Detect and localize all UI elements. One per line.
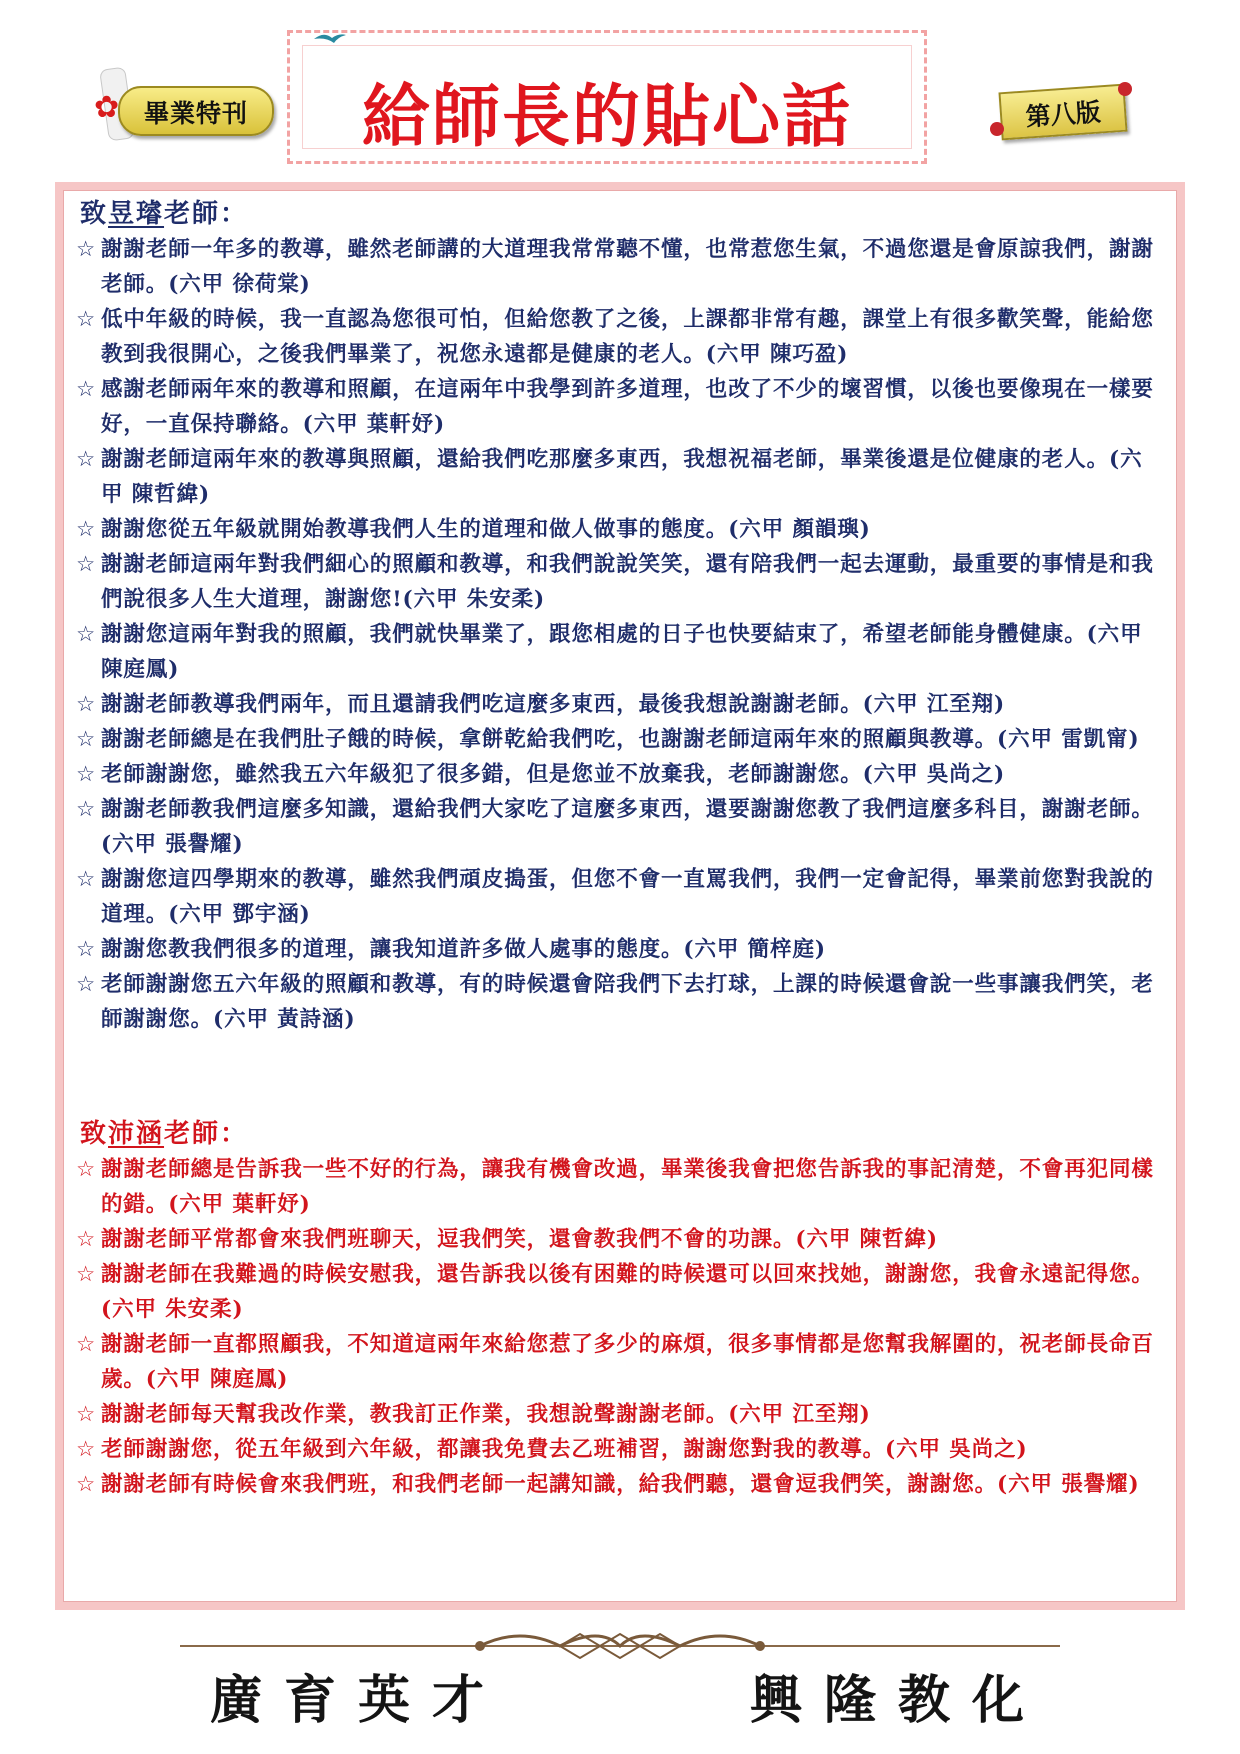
graduation-special-badge — [94, 60, 284, 158]
star-icon: ☆ — [76, 692, 97, 717]
message-item — [76, 442, 1164, 512]
content-inner — [63, 190, 1177, 1602]
heading-prefix: 致 — [80, 199, 109, 229]
star-icon: ☆ — [76, 237, 97, 262]
star-icon: ☆ — [76, 797, 97, 822]
message-text: 低中年級的時候，我一直認為您很可怕，但給您教了之後，上課都非常有趣，課堂上有很多歡笑聲，能給您教到我很開心，之後我們畢業了，祝您永遠都是健康的老人。(六甲 陳巧盈) — [101, 307, 1154, 367]
teacher-name: 沛涵 — [108, 1119, 165, 1149]
heading-prefix: 致 — [80, 1119, 109, 1149]
message-item — [76, 757, 1164, 792]
star-icon: ☆ — [76, 1332, 97, 1357]
divider-ornament — [180, 1622, 1060, 1662]
message-item — [76, 1152, 1164, 1222]
message-text: 謝謝老師這兩年對我們細心的照顧和教導，和我們說說笑笑，還有陪我們一起去運動，最重要的事情是和我們說很多人生大道理，謝謝您!(六甲 朱安柔) — [101, 552, 1154, 612]
message-text: 謝謝老師一年多的教導，雖然老師講的大道理我常常聽不懂，也常惹您生氣，不過您還是會原諒我們，謝謝老師。(六甲 徐荷棠) — [101, 237, 1154, 297]
star-icon: ☆ — [76, 377, 97, 402]
star-icon: ☆ — [76, 1227, 97, 1252]
message-text: 謝謝老師教我們這麼多知識，還給我們大家吃了這麼多東西，還要謝謝您教了我們這麼多科目，謝謝老師。(六甲 張譽耀) — [101, 797, 1154, 857]
star-icon: ☆ — [76, 1437, 97, 1462]
message-text: 謝謝您從五年級就開始教導我們人生的道理和做人做事的態度。(六甲 顏韻璵) — [101, 517, 871, 542]
message-item — [76, 512, 1164, 547]
star-icon: ☆ — [76, 937, 97, 962]
title-box — [287, 30, 927, 164]
section-teacher-2 — [76, 1113, 1164, 1502]
star-icon: ☆ — [76, 1157, 97, 1182]
message-item — [76, 1397, 1164, 1432]
message-text: 謝謝您這兩年對我的照顧，我們就快畢業了，跟您相處的日子也快要結束了，希望老師能身體健康。(六甲 陳庭鳳) — [101, 622, 1143, 682]
message-item — [76, 617, 1164, 687]
badge-left-label: 畢業特刊 — [143, 99, 248, 128]
message-item — [76, 722, 1164, 757]
message-item — [76, 862, 1164, 932]
message-text: 謝謝老師平常都會來我們班聊天，逗我們笑，還會教我們不會的功課。(六甲 陳哲緯) — [101, 1227, 938, 1252]
section-heading — [80, 193, 1164, 230]
slogan-right: 興隆教化 — [750, 1670, 1047, 1731]
message-item — [76, 302, 1164, 372]
message-item — [76, 967, 1164, 1037]
badge-pill — [118, 86, 274, 136]
message-text: 老師謝謝您，雖然我五六年級犯了很多錯，但是您並不放棄我，老師謝謝您。(六甲 吳尚之) — [101, 762, 1006, 787]
message-text: 謝謝老師總是告訴我一些不好的行為，讓我有機會改過，畢業後我會把您告訴我的事記清楚，不會再犯同樣的錯。(六甲 葉軒妤) — [101, 1157, 1154, 1217]
message-item — [76, 1432, 1164, 1467]
message-item — [76, 372, 1164, 442]
section-teacher-1 — [76, 193, 1164, 1037]
edition-label: 第八版 — [1024, 97, 1102, 132]
message-list — [76, 232, 1164, 1037]
heading-suffix: 老師： — [164, 199, 249, 229]
ribbon-bow-icon: ✿ — [94, 90, 120, 125]
star-icon: ☆ — [76, 727, 97, 752]
message-item — [76, 1222, 1164, 1257]
message-item — [76, 932, 1164, 967]
pin-icon — [990, 122, 1004, 136]
pin-icon — [1118, 82, 1132, 96]
section-heading — [80, 1113, 1164, 1150]
star-icon: ☆ — [76, 552, 97, 577]
star-icon: ☆ — [76, 762, 97, 787]
star-icon: ☆ — [76, 1472, 97, 1497]
star-icon: ☆ — [76, 307, 97, 332]
message-item — [76, 547, 1164, 617]
message-item — [76, 1257, 1164, 1327]
message-text: 謝謝老師總是在我們肚子餓的時候，拿餅乾給我們吃，也謝謝老師這兩年來的照顧與教導。(六甲 雷凱甯) — [101, 727, 1140, 752]
message-text: 謝謝您教我們很多的道理，讓我知道許多做人處事的態度。(六甲 簡梓庭) — [101, 937, 826, 962]
star-icon: ☆ — [76, 517, 97, 542]
message-text: 謝謝您這四學期來的教導，雖然我們頑皮搗蛋，但您不會一直罵我們，我們一定會記得，畢業前您對我說的道理。(六甲 鄧宇涵) — [101, 867, 1154, 927]
message-text: 感謝老師兩年來的教導和照顧，在這兩年中我學到許多道理，也改了不少的壞習慣，以後也要像現在一樣要好，一直保持聯絡。(六甲 葉軒妤) — [101, 377, 1154, 437]
heading-suffix: 老師： — [164, 1119, 249, 1149]
message-text: 謝謝老師在我難過的時候安慰我，還告訴我以後有困難的時候還可以回來找她，謝謝您，我會永遠記得您。(六甲 朱安柔) — [101, 1262, 1154, 1322]
content-frame — [55, 182, 1185, 1610]
message-item — [76, 792, 1164, 862]
message-item — [76, 1327, 1164, 1397]
message-text: 謝謝老師這兩年來的教導與照顧，還給我們吃那麼多東西，我想祝福老師，畢業後還是位健康的老人。(六甲 陳哲緯) — [101, 447, 1143, 507]
edition-badge — [990, 82, 1150, 146]
star-icon: ☆ — [76, 972, 97, 997]
page-title: 給師長的貼心話 — [361, 78, 852, 157]
message-item — [76, 687, 1164, 722]
message-text: 謝謝老師每天幫我改作業，教我訂正作業，我想說聲謝謝老師。(六甲 江至翔) — [101, 1402, 871, 1427]
message-text: 老師謝謝您五六年級的照顧和教導，有的時候還會陪我們下去打球，上課的時候還會說一些事讓我們笑，老師謝謝您。(六甲 黃詩涵) — [101, 972, 1154, 1032]
message-text: 謝謝老師一直都照顧我，不知道這兩年來給您惹了多少的麻煩，很多事情都是您幫我解圍的，祝老師長命百歲。(六甲 陳庭鳳) — [101, 1332, 1154, 1392]
star-icon: ☆ — [76, 1262, 97, 1287]
message-item — [76, 232, 1164, 302]
message-item — [76, 1467, 1164, 1502]
teacher-name: 昱璿 — [108, 199, 165, 229]
slogan-left: 廣育英才 — [210, 1670, 507, 1731]
message-text: 老師謝謝您，從五年級到六年級，都讓我免費去乙班補習，謝謝您對我的教導。(六甲 吳尚之) — [101, 1437, 1028, 1462]
bird-icon — [312, 31, 348, 45]
star-icon: ☆ — [76, 867, 97, 892]
message-list — [76, 1152, 1164, 1502]
star-icon: ☆ — [76, 1402, 97, 1427]
star-icon: ☆ — [76, 622, 97, 647]
message-text: 謝謝老師有時候會來我們班，和我們老師一起講知識，給我們聽，還會逗我們笑，謝謝您。(六甲 張譽耀) — [101, 1472, 1140, 1497]
star-icon: ☆ — [76, 447, 97, 472]
message-text: 謝謝老師教導我們兩年，而且還請我們吃這麼多東西，最後我想說謝謝老師。(六甲 江至翔) — [101, 692, 1006, 717]
edition-plate — [998, 84, 1127, 141]
